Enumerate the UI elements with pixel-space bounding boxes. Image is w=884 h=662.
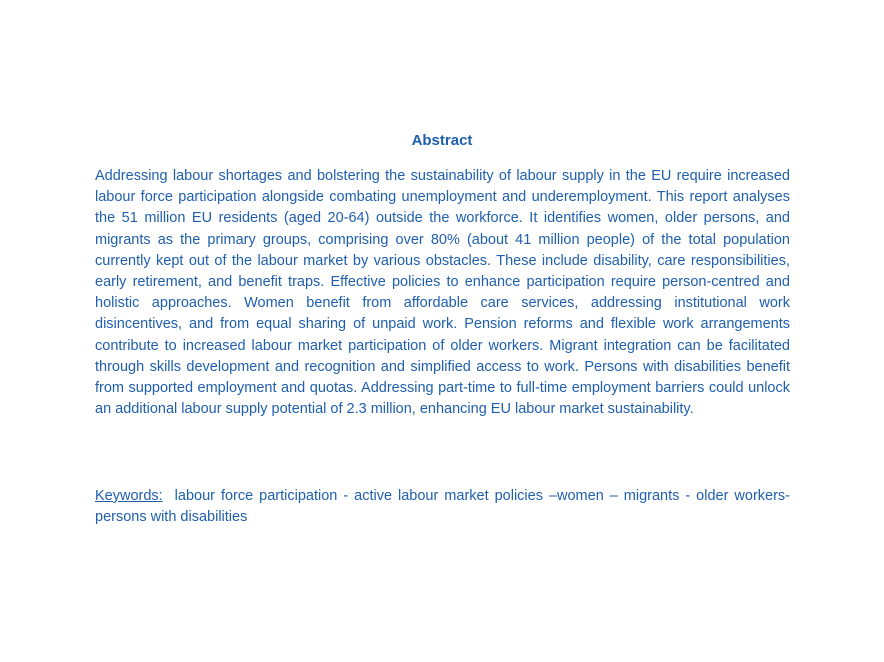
abstract-paragraph: Addressing labour shortages and bolstering the sustainability of labour supply in the EU require increased labour force participation alongside combating unemployment and underemployment. This report analyses the 51 million EU residents (aged 20-64) outside the workforce. It identifies women, older persons, and migrants as the primary groups, comprising over 80% (about 41 million people) of the total population currently kept out of the labour market by various obstacles. These include disability, care responsibilities, early retirement, and benefit traps. Effective policies to enhance participation require person-centred and holistic approaches. Women benefit from affordable care services, addressing institutional work disincentives, and from equal sharing of unpaid work. Pension reforms and flexible work arrangements contribute to increased labour market participation of older workers. Migrant integration can be facilitated through skills development and recognition and simplified access to work. Persons with disabilities benefit from supported employment and quotas. Addressing part-time to full-time employment barriers could unlock an additional labour supply potential of 2.3 million, enhancing EU labour market sustainability. xyxy=(95,168,790,418)
abstract-heading: Abstract xyxy=(411,132,473,149)
keywords-section xyxy=(95,486,790,528)
keywords-text: labour force participation - active labour market policies –women – migrants - older workers- persons with disabilities xyxy=(95,488,790,526)
keywords-label: Keywords: xyxy=(95,488,163,504)
